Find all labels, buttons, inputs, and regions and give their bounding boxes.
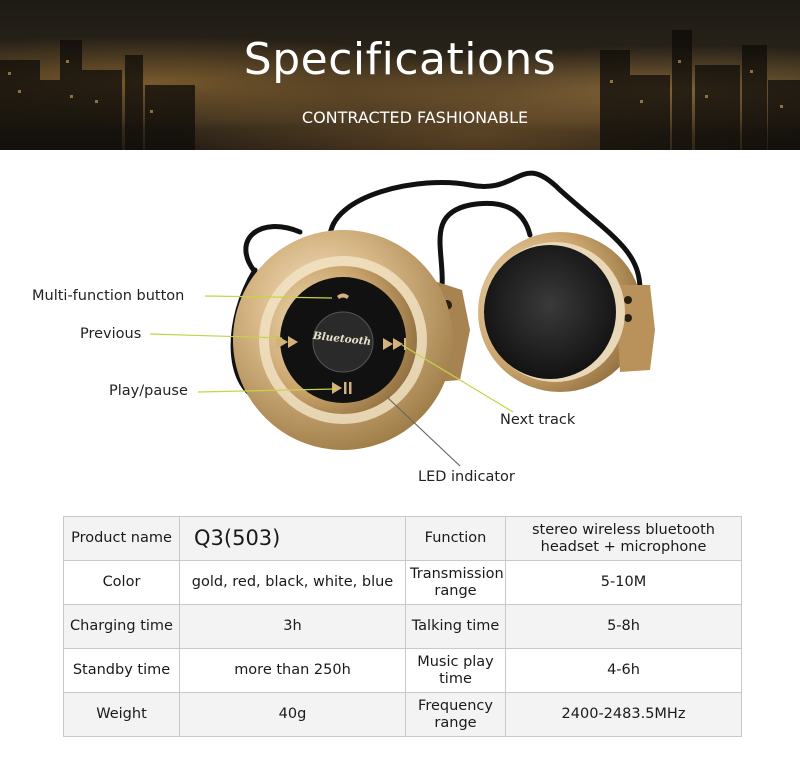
spec-value: gold, red, black, white, blue <box>180 561 406 605</box>
product-illustration <box>0 150 800 510</box>
callout-next-track: Next track <box>500 412 576 428</box>
callout-previous: Previous <box>80 326 142 342</box>
bluetooth-button-label: Bluetooth <box>312 329 372 349</box>
spec-label: Talking time <box>406 605 506 649</box>
spec-label: Transmission range <box>406 561 506 605</box>
callout-multi-function: Multi-function button <box>32 288 185 304</box>
spec-value: 5-10M <box>506 561 742 605</box>
table-row <box>64 517 742 561</box>
spec-label: Function <box>406 517 506 561</box>
table-row <box>64 605 742 649</box>
spec-label: Color <box>64 561 180 605</box>
spec-label: Frequency range <box>406 693 506 737</box>
spec-value: stereo wireless bluetooth headset + microphone <box>506 517 742 561</box>
spec-label: Charging time <box>64 605 180 649</box>
spec-value: Q3(503) <box>180 517 406 561</box>
spec-value: more than 250h <box>180 649 406 693</box>
spec-label: Standby time <box>64 649 180 693</box>
callout-led-indicator: LED indicator <box>418 469 515 485</box>
spec-value: 4-6h <box>506 649 742 693</box>
page-title: Specifications <box>243 34 557 85</box>
spec-value: 5-8h <box>506 605 742 649</box>
page-subtitle: CONTRACTED FASHIONABLE <box>301 108 529 127</box>
spec-value: 40g <box>180 693 406 737</box>
spec-value: 3h <box>180 605 406 649</box>
table-row <box>64 561 742 605</box>
spec-label: Music play time <box>406 649 506 693</box>
table-row <box>64 649 742 693</box>
spec-label: Product name <box>64 517 180 561</box>
spec-value: 2400-2483.5MHz <box>506 693 742 737</box>
spec-label: Weight <box>64 693 180 737</box>
spec-table <box>63 516 742 737</box>
table-row <box>64 693 742 737</box>
header-banner <box>0 0 800 150</box>
callout-play-pause: Play/pause <box>109 383 188 399</box>
